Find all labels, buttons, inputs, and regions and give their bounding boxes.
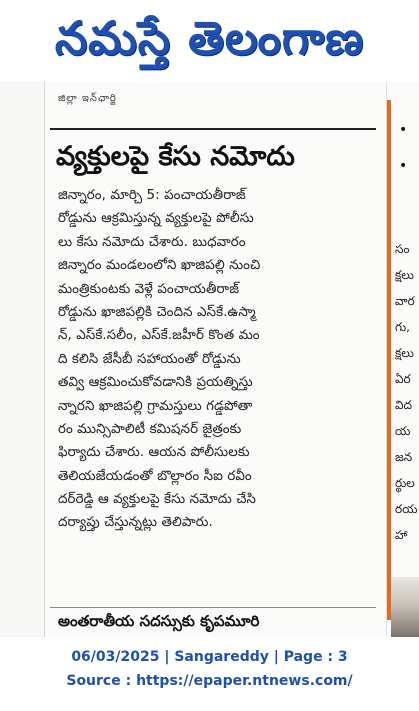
right-text-fragment: క్షలు bbox=[395, 346, 414, 360]
adjacent-column-left bbox=[0, 82, 44, 637]
article-separator bbox=[50, 607, 376, 608]
photo-fragment bbox=[391, 577, 419, 637]
right-text-fragment: క్షలు bbox=[395, 268, 414, 282]
bullet-point: • bbox=[399, 158, 408, 174]
article-line: జిన్నారం మండలంలోని ఖాజిపల్లి నుంచి bbox=[58, 258, 261, 274]
right-text-fragment: రయ bbox=[395, 502, 418, 516]
right-text-fragment: ర్థుల bbox=[395, 476, 415, 490]
bullet-point: • bbox=[399, 122, 408, 138]
article-line: ఫిర్యాదు చేశారు. ఆయన పోలీసులకు bbox=[58, 445, 250, 461]
right-text-fragment: య bbox=[395, 424, 411, 438]
previous-article-fragment: జిల్లా ఇన్‌ఛార్జి bbox=[58, 93, 117, 104]
article-headline: వ్యక్తులపై కేసు నమోదు bbox=[56, 141, 295, 172]
masthead bbox=[0, 0, 419, 82]
article-line: న్, ఎస్‌కే.సలీం, ఎస్‌కే.జహీర్ కొంత మం bbox=[58, 328, 260, 344]
article-line: రోడ్డును ఆక్రమిస్తున్న వ్యక్తులపై పోలీసు bbox=[58, 211, 254, 227]
article-line: దర్యాప్తు చేస్తున్నట్లు తెలిపారు. bbox=[58, 515, 213, 531]
footer bbox=[0, 637, 419, 711]
adjacent-column-right bbox=[386, 82, 419, 637]
news-clipping bbox=[0, 82, 419, 637]
right-text-fragment: గు, bbox=[395, 320, 410, 334]
article-line: జిన్నారం, మార్చి 5: పంచాయతీరాజ్ bbox=[58, 188, 246, 203]
headline-rule bbox=[50, 128, 376, 130]
article-line: రం మున్సిపాలిటీ కమిషనర్ జైత్రంకు bbox=[58, 421, 242, 437]
right-text-fragment: హా bbox=[395, 528, 408, 542]
article-line: ది కలిసి జేసీబీ సహాయంతో రోడ్డును bbox=[58, 351, 241, 367]
right-text-fragment: విద bbox=[395, 398, 413, 412]
article-line: లు కేసు నమోదు చేశారు. బుధవారం bbox=[58, 234, 246, 250]
article-line: తెలియజేయడంతో బొల్లారం సీఐ రవీం bbox=[58, 468, 252, 484]
newspaper-logo: నమస్తే తెలంగాణ bbox=[54, 11, 365, 65]
right-text-fragment: ఏర bbox=[395, 372, 411, 386]
orange-column-rule bbox=[387, 100, 391, 620]
column-divider bbox=[44, 82, 45, 637]
source-link: Source : https://epaper.ntnews.com/ bbox=[66, 673, 353, 689]
next-article-headline: అంతరాతీయ సదస్సుకు కృపమూరి bbox=[58, 612, 260, 630]
article-body bbox=[58, 184, 373, 535]
article-line: రోడ్డును ఖాజిపల్లికి చెందిన ఎస్‌కే.ఉస్మా bbox=[58, 304, 256, 320]
article-line: దర్‌రెడ్డి ఆ వ్యక్తులపై కేసు నమోదు చేసి bbox=[58, 492, 257, 508]
article-line: న్నారని ఖాజిపల్లి గ్రామస్తులు గడ్డపోతా bbox=[58, 398, 253, 414]
date-edition-page: 06/03/2025 | Sangareddy | Page : 3 bbox=[71, 649, 348, 665]
right-text-fragment: సం bbox=[395, 242, 410, 256]
article-line: తవ్వి ఆక్రమించుకోవడానికి ప్రయత్నిస్తు bbox=[58, 375, 253, 391]
right-text-fragment: జన bbox=[395, 450, 413, 464]
right-text-fragment: వార bbox=[395, 294, 415, 308]
article-line: మంత్రికుంటకు వెళ్లే పంచాయతీరాజ్ bbox=[58, 281, 240, 297]
